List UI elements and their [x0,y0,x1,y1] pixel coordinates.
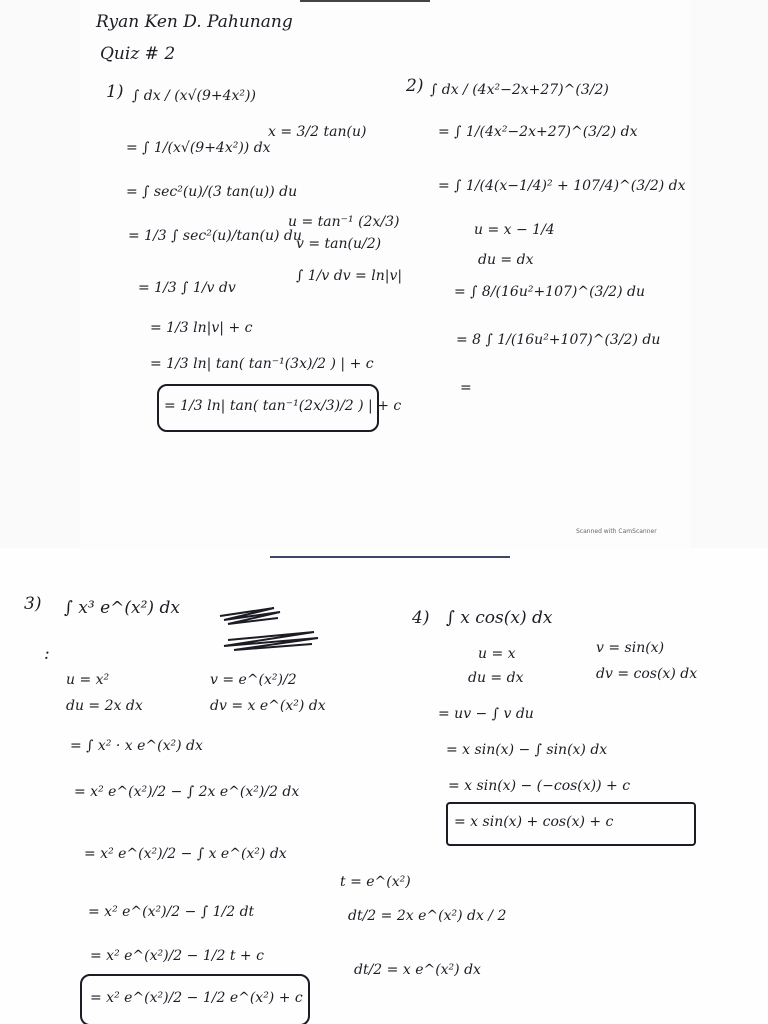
problem-4-line: du = dx [468,670,524,686]
problem-1-line: = ∫ 1/(x√(9+4x²)) dx [126,140,271,156]
scanner-watermark: Scanned with CamScanner [576,528,657,535]
problem-1-line: = 1/3 ∫ 1/v dv [138,280,236,296]
problem-3-answer: = x² e^(x²)/2 − 1/2 e^(x²) + c [90,990,303,1006]
problem-4-line: = x sin(x) − ∫ sin(x) dx [446,742,608,758]
problem-2-line: du = dx [478,252,534,268]
scan-edge [300,0,430,2]
problem-2-line: u = x − 1/4 [474,222,555,238]
quiz-title: Quiz # 2 [100,44,176,64]
page-margin-left [0,0,80,548]
crossed-out-scribble [214,602,324,654]
problem-4-line: ∫ x cos(x) dx [446,608,553,628]
problem-4-answer: = x sin(x) + cos(x) + c [454,814,614,830]
problem-1-note: x = 3/2 tan(u) [268,124,367,140]
problem-1-note: v = tan(u/2) [296,236,382,252]
problem-3-note: dt/2 = 2x e^(x²) dx / 2 [348,908,507,924]
problem-2-line: = ∫ 8/(16u²+107)^(3/2) du [454,284,645,300]
scanned-page-2 [0,548,768,1024]
problem-3-note: dv = x e^(x²) dx [210,698,326,714]
problem-1-line: = ∫ sec²(u)/(3 tan(u)) du [126,184,298,200]
problem-3-line: du = 2x dx [66,698,143,714]
scan-edge [270,556,510,558]
problem-number: 3) [24,594,42,614]
problem-3-line: ∫ x³ e^(x²) dx [64,598,180,618]
problem-1-line: = 1/3 ln|v| + c [150,320,253,336]
problem-4-line: = x sin(x) − (−cos(x)) + c [448,778,631,794]
problem-3-line: = x² e^(x²)/2 − ∫ x e^(x²) dx [84,846,287,862]
problem-3-line: = x² e^(x²)/2 − 1/2 t + c [90,948,264,964]
problem-3-line: = x² e^(x²)/2 − ∫ 2x e^(x²)/2 dx [74,784,300,800]
problem-3-line: u = x² [66,672,110,688]
problem-3-note: v = e^(x²)/2 [210,672,297,688]
problem-1-note: ∫ 1/v dv = ln|v| [296,268,403,284]
problem-3-line: = x² e^(x²)/2 − ∫ 1/2 dt [88,904,255,920]
problem-3-note: dt/2 = x e^(x²) dx [354,962,481,978]
problem-3-line: = ∫ x² · x e^(x²) dx [70,738,203,754]
student-name: Ryan Ken D. Pahunang [96,12,293,32]
problem-3-line: : [44,644,50,664]
problem-2-line: = [460,380,472,396]
problem-2-line: = ∫ 1/(4(x−1/4)² + 107/4)^(3/2) dx [438,178,686,194]
problem-2-line: = 8 ∫ 1/(16u²+107)^(3/2) du [456,332,661,348]
problem-4-note: dv = cos(x) dx [596,666,698,682]
problem-4-line: u = x [478,646,516,662]
problem-1-line: = 1/3 ln| tan( tan⁻¹(3x)/2 ) | + c [150,356,374,372]
problem-2-line: ∫ dx / (4x²−2x+27)^(3/2) [430,82,609,98]
problem-4-note: v = sin(x) [596,640,665,656]
problem-1-note: u = tan⁻¹ (2x/3) [288,214,400,230]
problem-number: 2) [406,76,424,96]
problem-1-line: = 1/3 ∫ sec²(u)/tan(u) du [128,228,302,244]
page-margin-right [690,0,768,548]
problem-number: 1) [106,82,124,102]
problem-4-line: = uv − ∫ v du [438,706,534,722]
problem-number: 4) [412,608,430,628]
problem-3-note: t = e^(x²) [340,874,411,890]
problem-1-line: ∫ dx / (x√(9+4x²)) [132,88,256,104]
problem-2-line: = ∫ 1/(4x²−2x+27)^(3/2) dx [438,124,638,140]
problem-1-answer: = 1/3 ln| tan( tan⁻¹(2x/3)/2 ) | + c [164,398,402,414]
